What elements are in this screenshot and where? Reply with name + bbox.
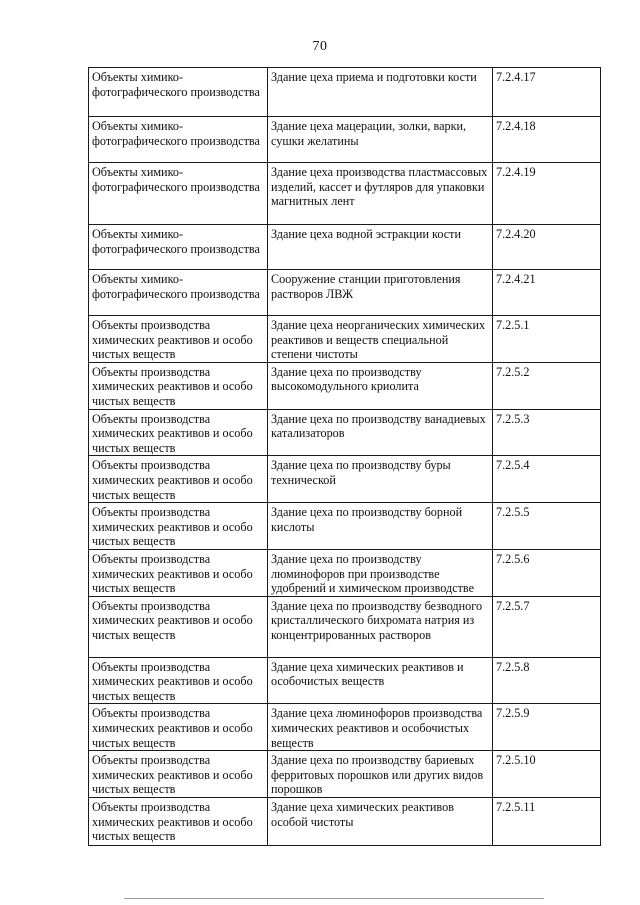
building-cell: Здание цеха химических реактивов особой чистоты: [268, 798, 493, 846]
building-cell: Сооружение станции приготовления растворов ЛВЖ: [268, 270, 493, 316]
table-row: [89, 362, 601, 409]
code-cell: 7.2.5.4: [493, 456, 601, 503]
object-cell: Объекты химико-фотографического производства: [89, 270, 268, 316]
code-cell: 7.2.5.1: [493, 316, 601, 363]
object-cell: Объекты производства химических реактивов и особо чистых веществ: [89, 751, 268, 798]
building-cell: Здание цеха по производству буры технической: [268, 456, 493, 503]
code-cell: 7.2.5.2: [493, 362, 601, 409]
code-cell: 7.2.5.7: [493, 596, 601, 657]
code-cell: 7.2.4.21: [493, 270, 601, 316]
building-cell: Здание цеха по производству люминофоров при производстве удобрений и химическом производстве: [268, 549, 493, 596]
code-cell: 7.2.5.3: [493, 409, 601, 456]
object-cell: Объекты производства химических реактивов и особо чистых веществ: [89, 596, 268, 657]
object-cell: Объекты производства химических реактивов и особо чистых веществ: [89, 503, 268, 550]
object-cell: Объекты производства химических реактивов и особо чистых веществ: [89, 657, 268, 704]
table-row: [89, 751, 601, 798]
object-cell: Объекты химико-фотографического производства: [89, 68, 268, 117]
building-cell: Здание цеха по производству борной кислоты: [268, 503, 493, 550]
table-row: [89, 409, 601, 456]
table-row: [89, 503, 601, 550]
code-cell: 7.2.4.20: [493, 225, 601, 270]
scan-bottom-edge: [124, 898, 544, 899]
building-cell: Здание цеха по производству ванадиевых катализаторов: [268, 409, 493, 456]
code-cell: 7.2.5.9: [493, 704, 601, 751]
building-cell: Здание цеха по производству высокомодульного криолита: [268, 362, 493, 409]
object-cell: Объекты химико-фотографического производства: [89, 225, 268, 270]
code-cell: 7.2.5.8: [493, 657, 601, 704]
table-row: [89, 704, 601, 751]
code-cell: 7.2.4.18: [493, 117, 601, 163]
table-row: [89, 456, 601, 503]
code-cell: 7.2.5.6: [493, 549, 601, 596]
building-cell: Здание цеха химических реактивов и особочистых веществ: [268, 657, 493, 704]
code-cell: 7.2.5.11: [493, 798, 601, 846]
building-cell: Здание цеха по производству бариевых ферритовых порошков или других видов порошков: [268, 751, 493, 798]
building-cell: Здание цеха мацерации, золки, варки, сушки желатины: [268, 117, 493, 163]
object-cell: Объекты производства химических реактивов и особо чистых веществ: [89, 362, 268, 409]
building-cell: Здание цеха неорганических химических реактивов и веществ специальной степени чистоты: [268, 316, 493, 363]
table-row: [89, 316, 601, 363]
table-row: [89, 657, 601, 704]
table-row: [89, 270, 601, 316]
building-cell: Здание цеха по производству безводного кристаллического бихромата натрия из концентрированных растворов: [268, 596, 493, 657]
table-row: [89, 549, 601, 596]
building-cell: Здание цеха производства пластмассовых изделий, кассет и футляров для упаковки магнитных лент: [268, 163, 493, 225]
code-cell: 7.2.5.10: [493, 751, 601, 798]
object-cell: Объекты производства химических реактивов и особо чистых веществ: [89, 409, 268, 456]
object-cell: Объекты производства химических реактивов и особо чистых веществ: [89, 316, 268, 363]
object-cell: Объекты химико-фотографического производства: [89, 163, 268, 225]
object-cell: Объекты производства химических реактивов и особо чистых веществ: [89, 798, 268, 846]
code-cell: 7.2.4.17: [493, 68, 601, 117]
table-row: [89, 163, 601, 225]
table-body: [89, 68, 601, 846]
table-row: [89, 596, 601, 657]
building-cell: Здание цеха приема и подготовки кости: [268, 68, 493, 117]
building-cell: Здание цеха люминофоров производства химических реактивов и особочистых веществ: [268, 704, 493, 751]
table-row: [89, 68, 601, 117]
object-cell: Объекты химико-фотографического производства: [89, 117, 268, 163]
table-row: [89, 117, 601, 163]
object-cell: Объекты производства химических реактивов и особо чистых веществ: [89, 549, 268, 596]
code-cell: 7.2.5.5: [493, 503, 601, 550]
table-row: [89, 798, 601, 846]
table-row: [89, 225, 601, 270]
page-number: 70: [312, 39, 328, 54]
classification-table: [88, 67, 601, 846]
object-cell: Объекты производства химических реактивов и особо чистых веществ: [89, 456, 268, 503]
object-cell: Объекты производства химических реактивов и особо чистых веществ: [89, 704, 268, 751]
code-cell: 7.2.4.19: [493, 163, 601, 225]
building-cell: Здание цеха водной эстракции кости: [268, 225, 493, 270]
